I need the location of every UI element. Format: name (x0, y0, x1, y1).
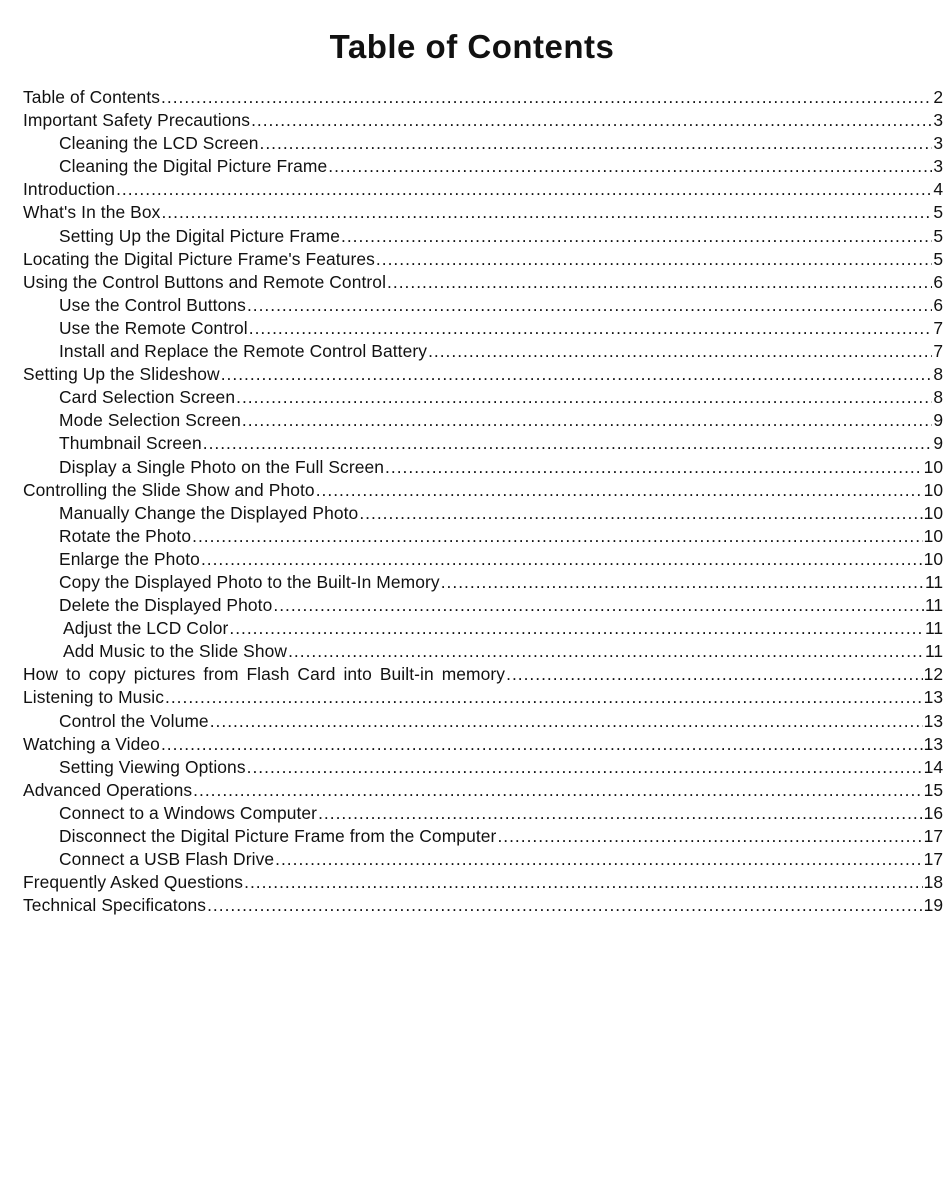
toc-page-number: 11 (924, 571, 943, 592)
toc-page-number: 6 (933, 271, 943, 292)
toc-page-number: 9 (933, 433, 943, 454)
toc-page-number: 6 (933, 294, 943, 315)
toc-entry-label: Advanced Operations (23, 779, 193, 800)
toc-subentry[interactable] (23, 571, 943, 594)
toc-page-number: 15 (923, 779, 943, 800)
toc-page-number: 8 (933, 364, 943, 385)
toc-subentry[interactable] (23, 132, 943, 155)
toc-entry[interactable] (23, 363, 943, 386)
toc-subentry[interactable] (23, 502, 943, 525)
toc-page-number: 9 (933, 410, 943, 431)
toc-subentry[interactable] (23, 756, 943, 779)
toc-entry[interactable] (23, 248, 943, 271)
toc-subentry[interactable] (23, 317, 943, 340)
toc-page-number: 13 (923, 710, 943, 731)
toc-entry[interactable] (23, 201, 943, 224)
toc-entry-label: Manually Change the Displayed Photo (59, 502, 359, 523)
toc-entry-label: Control the Volume (59, 710, 209, 731)
toc-page-number: 10 (923, 456, 943, 477)
toc-entry[interactable] (23, 178, 943, 201)
toc-dot-leader (497, 825, 922, 848)
toc-entry-label: Connect a USB Flash Drive (59, 849, 275, 870)
toc-page-number: 3 (933, 110, 943, 131)
page-title: Table of Contents (329, 28, 615, 65)
toc-dot-leader (316, 479, 923, 502)
toc-entry-label: Table of Contents (23, 87, 161, 107)
toc-entry-label: Watching a Video (23, 733, 160, 754)
toc-page-number: 10 (923, 525, 943, 546)
toc-page-number: 10 (923, 502, 943, 523)
toc-page-number: 17 (923, 849, 943, 870)
toc-page-number: 10 (923, 548, 943, 569)
toc-dot-leader (161, 201, 932, 224)
toc-entry[interactable] (23, 86, 943, 109)
toc-dot-leader (221, 363, 933, 386)
toc-dot-leader (359, 502, 922, 525)
toc-subentry[interactable] (23, 225, 943, 248)
toc-page-number: 3 (933, 133, 943, 154)
toc-entry-label: What's In the Box (23, 202, 161, 223)
toc-entry-label: Card Selection Screen (59, 387, 236, 408)
toc-dot-leader (236, 386, 932, 409)
toc-dot-leader (441, 571, 924, 594)
toc-entry[interactable] (23, 871, 943, 894)
toc-page-number: 12 (923, 664, 943, 685)
toc-dot-leader (229, 617, 924, 640)
toc-page-number: 7 (933, 341, 943, 362)
toc-entry-label: Rotate the Photo (59, 525, 192, 546)
toc-subentry[interactable] (23, 825, 943, 848)
toc-entry-label: Setting Up the Slideshow (23, 364, 220, 385)
toc-dot-leader (251, 109, 932, 132)
toc-dot-leader (210, 710, 923, 733)
toc-dot-leader (387, 271, 932, 294)
toc-dot-leader (288, 640, 924, 663)
toc-page-number: 4 (933, 179, 943, 200)
toc-dot-leader (260, 132, 933, 155)
toc-page-number: 11 (924, 595, 943, 616)
toc-dot-leader (249, 317, 933, 340)
toc-dot-leader (506, 663, 923, 686)
toc-entry-label: Cleaning the Digital Picture Frame (59, 156, 328, 177)
toc-page-number: 16 (923, 802, 943, 823)
toc-entry-label: How to copy pictures from Flash Card into Built-in memory (23, 664, 506, 685)
toc-entry-label: Listening to Music (23, 687, 164, 708)
toc-dot-leader (116, 178, 932, 201)
toc-page-number: 14 (923, 756, 943, 777)
toc-entry[interactable] (23, 686, 943, 709)
toc-entry-label: Connect to a Windows Computer (59, 802, 318, 823)
toc-dot-leader (161, 733, 923, 756)
toc-dot-leader (161, 86, 932, 109)
toc-subentry[interactable] (23, 617, 943, 640)
toc-entry-label: Using the Control Buttons and Remote Control (23, 271, 387, 292)
toc-dot-leader (428, 340, 932, 363)
toc-entry-label: Setting Viewing Options (59, 756, 246, 777)
toc-entry-label: Use the Control Buttons (59, 294, 246, 315)
toc-dot-leader (247, 294, 932, 317)
toc-entry-label: Introduction (23, 179, 116, 200)
toc-subentry[interactable] (23, 548, 943, 571)
toc-entry-label: Technical Specificatons (23, 895, 207, 916)
toc-subentry[interactable] (23, 409, 943, 432)
toc-dot-leader (242, 409, 932, 432)
toc-entry-label: Delete the Displayed Photo (59, 595, 273, 616)
toc-dot-leader (328, 155, 932, 178)
toc-entry[interactable] (23, 271, 943, 294)
toc-dot-leader (376, 248, 932, 271)
toc-dot-leader (275, 848, 923, 871)
toc-entry-label: Thumbnail Screen (59, 433, 202, 454)
toc-entry-label: Important Safety Precautions (23, 110, 251, 131)
toc-dot-leader (201, 548, 923, 571)
toc-entry-label: Use the Remote Control (59, 317, 248, 338)
toc-page-number: 13 (923, 687, 943, 708)
toc-entry-label: Frequently Asked Questions (23, 872, 244, 893)
toc-dot-leader (385, 456, 923, 479)
toc-entry[interactable] (23, 733, 943, 756)
toc-page-number: 13 (923, 733, 943, 754)
toc-subentry[interactable] (23, 340, 943, 363)
toc-page-number: 5 (933, 248, 943, 269)
toc-list (23, 86, 943, 917)
toc-dot-leader (273, 594, 924, 617)
toc-subentry[interactable] (23, 802, 943, 825)
toc-subentry[interactable] (23, 432, 943, 455)
toc-entry[interactable] (23, 779, 943, 802)
toc-entry-label: Disconnect the Digital Picture Frame from the Computer (59, 826, 497, 846)
toc-entry-label: Copy the Displayed Photo to the Built-In Memory (59, 571, 440, 592)
toc-entry-label: Adjust the LCD Color (63, 618, 229, 639)
toc-subentry[interactable] (23, 386, 943, 409)
toc-page-number: 10 (923, 479, 943, 500)
toc-page-number: 5 (933, 202, 943, 223)
toc-subentry[interactable] (23, 640, 943, 663)
toc-entry-label: Install and Replace the Remote Control Battery (59, 341, 428, 362)
toc-entry-label: Controlling the Slide Show and Photo (23, 479, 315, 500)
toc-dot-leader (203, 432, 933, 455)
toc-entry-label: Setting Up the Digital Picture Frame (59, 225, 341, 246)
toc-page-number: 18 (923, 872, 943, 893)
toc-dot-leader (165, 686, 923, 709)
toc-subentry[interactable] (23, 456, 943, 479)
toc-entry-label: Display a Single Photo on the Full Screen (59, 456, 385, 477)
toc-subentry[interactable] (23, 594, 943, 617)
toc-page-number: 11 (924, 618, 943, 639)
toc-page-number: 3 (933, 156, 943, 177)
toc-page-number: 5 (933, 225, 943, 246)
toc-page-number: 7 (933, 317, 943, 338)
toc-subentry[interactable] (23, 848, 943, 871)
toc-entry[interactable] (23, 479, 943, 502)
toc-page-number: 2 (933, 87, 943, 107)
toc-dot-leader (244, 871, 923, 894)
toc-page-number: 8 (933, 387, 943, 408)
toc-entry[interactable] (23, 663, 943, 686)
toc-entry-label: Mode Selection Screen (59, 410, 241, 431)
toc-dot-leader (192, 525, 923, 548)
toc-dot-leader (193, 779, 923, 802)
toc-subentry[interactable] (23, 294, 943, 317)
toc-subentry[interactable] (23, 525, 943, 548)
toc-dot-leader (318, 802, 923, 825)
toc-entry[interactable] (23, 894, 943, 917)
toc-page-number: 11 (924, 641, 943, 662)
toc-dot-leader (341, 225, 932, 248)
toc-entry-label: Cleaning the LCD Screen (59, 133, 259, 154)
toc-subentry[interactable] (23, 710, 943, 733)
toc-page-number: 17 (923, 826, 943, 846)
toc-page-number: 19 (923, 895, 943, 916)
toc-dot-leader (247, 756, 923, 779)
toc-entry-label: Enlarge the Photo (59, 548, 200, 569)
toc-entry-label: Add Music to the Slide Show (63, 641, 288, 662)
toc-entry-label: Locating the Digital Picture Frame's Features (23, 248, 375, 269)
toc-dot-leader (207, 894, 923, 917)
toc-entry[interactable] (23, 109, 943, 132)
toc-subentry[interactable] (23, 155, 943, 178)
